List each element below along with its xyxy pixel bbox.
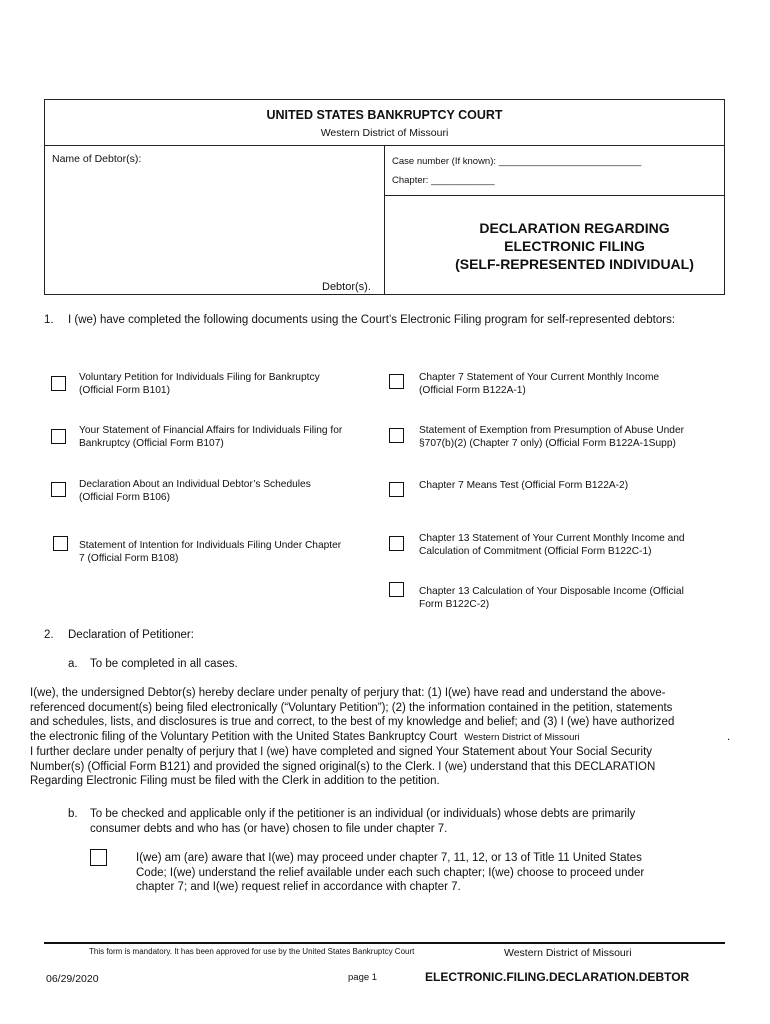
court-title: UNITED STATES BANKRUPTCY COURT xyxy=(266,108,503,122)
section2-number: 2. xyxy=(44,629,54,641)
footer-page: page 1 xyxy=(348,972,378,983)
item-ch13-disposable-income: Chapter 13 Calculation of Your Disposable Income (Official Form B122C-2) xyxy=(419,586,684,610)
form-title-line-1: DECLARATION REGARDING xyxy=(479,220,670,236)
court-district: Western District of Missouri xyxy=(320,127,449,139)
declaration-paragraph: I(we), the undersigned Debtor(s) hereby declare under penalty of perjury that: (1) I(we) have read and understand the above- referenced document(s) being filed electronically (“Voluntary Petition”); (2) the information contained in the petition, statements and schedules, lists, and disclosures is true and correct, to the best of my knowledge and belief; and (3) I (we) have authorized the electronic filing of the Voluntary Petition with the United States Bankruptcy Court Western District of Missouri . I further declare under penalty of perjury that I (we) have completed and signed Your Statement about Your Social Security Number(s) (Official Form B121) and provided the signed original(s) to the Clerk. I (we) understand that this DECLARATION Regarding Electronic Filing must be filed with the Clerk in addition to the petition. xyxy=(30,687,731,787)
footer-rule xyxy=(44,942,725,944)
debtors-label: Debtor(s). xyxy=(322,281,371,293)
footer-date: 06/29/2020 xyxy=(46,973,99,985)
checkbox-ch7-monthly-income[interactable] xyxy=(389,374,404,389)
chapter-label[interactable]: Chapter: ____________ xyxy=(392,175,495,186)
item-ch7-monthly-income: Chapter 7 Statement of Your Current Monthly Income (Official Form B122A-1) xyxy=(419,372,660,396)
item-statement-financial-affairs: Your Statement of Financial Affairs for Individuals Filing for Bankruptcy (Official Form B107) xyxy=(79,425,343,449)
form-title-line-2: ELECTRONIC FILING xyxy=(504,238,645,254)
checkbox-statement-intention[interactable] xyxy=(53,536,68,551)
item-ch7-means-test: Chapter 7 Means Test (Official Form B122A-2) xyxy=(419,480,629,491)
debtor-name-label: Name of Debtor(s): xyxy=(52,153,142,165)
paragraph-district: Western District of Missouri xyxy=(464,731,580,743)
item-statement-intention: Statement of Intention for Individuals Filing Under Chapter 7 (Official Form B108) xyxy=(79,540,342,564)
section2-heading: Declaration of Petitioner: xyxy=(68,629,194,641)
footer-district: Western District of Missouri xyxy=(504,947,632,959)
checkbox-ch13-disposable-income[interactable] xyxy=(389,582,404,597)
form-title xyxy=(384,219,765,273)
item-exemption-presumption: Statement of Exemption from Presumption of Abuse Under §707(b)(2) (Chapter 7 only) (Official Form B122A-1Supp) xyxy=(419,425,685,449)
checkbox-exemption-presumption[interactable] xyxy=(389,428,404,443)
section2b-label: b. xyxy=(68,808,78,820)
checkbox-chapter7-awareness[interactable] xyxy=(90,849,107,866)
checkbox-declaration-schedules[interactable] xyxy=(51,482,66,497)
item-declaration-schedules: Declaration About an Individual Debtor’s Schedules (Official Form B106) xyxy=(79,479,311,503)
checkbox-ch7-means-test[interactable] xyxy=(389,482,404,497)
checkbox-voluntary-petition[interactable] xyxy=(51,376,66,391)
section1-number: 1. xyxy=(44,314,54,326)
checkbox-ch13-monthly-income[interactable] xyxy=(389,536,404,551)
form-title-line-3: (SELF-REPRESENTED INDIVIDUAL) xyxy=(455,256,694,272)
section2b-text: To be checked and applicable only if the petitioner is an individual (or individuals) whose debts are primarily consumer debts and who has (or have) chosen to file under chapter 7. xyxy=(90,808,636,835)
item-voluntary-petition: Voluntary Petition for Individuals Filing for Bankruptcy (Official Form B101) xyxy=(79,372,320,396)
checkbox-statement-financial-affairs[interactable] xyxy=(51,429,66,444)
case-info-divider xyxy=(384,195,725,196)
section1-intro: I (we) have completed the following documents using the Court’s Electronic Filing program for self-represented debtors: xyxy=(68,314,676,326)
item-ch13-monthly-income: Chapter 13 Statement of Your Current Monthly Income and Calculation of Commitment (Official Form B122C-1) xyxy=(419,533,685,557)
footer-form-id: ELECTRONIC.FILING.DECLARATION.DEBTOR xyxy=(425,970,690,984)
case-number-label[interactable]: Case number (If known): ___________________________ xyxy=(392,156,642,167)
section2a-text: To be completed in all cases. xyxy=(90,658,238,670)
chapter7-awareness-text: I(we) am (are) aware that I(we) may proceed under chapter 7, 11, 12, or 13 of Title 11 United States Code; I(we) understand the relief available under each such chapter; I(we) choose to proceed under chapter 7; and I(we) request relief in accordance with chapter 7. xyxy=(136,852,645,893)
footer-mandatory: This form is mandatory. It has been approved for use by the United States Bankruptcy Court xyxy=(89,947,415,956)
section2a-label: a. xyxy=(68,658,78,670)
